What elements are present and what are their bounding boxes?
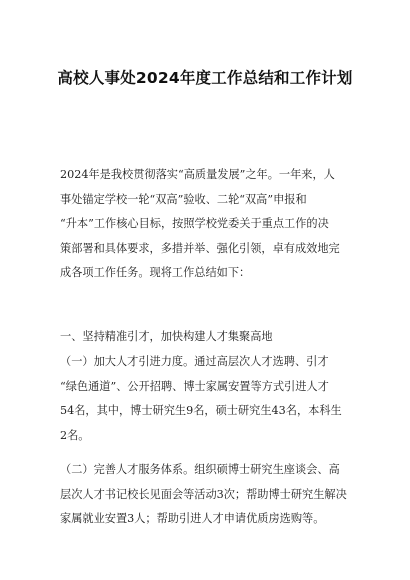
item-2-line: 家属就业安置3人；帮助引进人才申请优质房选购等。 [60, 512, 325, 525]
item-1-line: 54名，其中，博士研究生9名，硕士研究生43名，本科生 [60, 404, 342, 417]
intro-line: 事处锚定学校一轮“双高”验收、二轮“双高”申报和 [60, 192, 307, 206]
intro-line: 成各项工作任务。现将工作总结如下： [60, 266, 251, 279]
item-1-line: （一）加大人才引进力度。通过高层次人才选聘、引才 [60, 355, 329, 368]
intro-line: 2024年是我校贯彻落实“高质量发展”之年。一年来，人 [60, 168, 335, 181]
intro-line: 策部署和具体要求，多措并举、强化引领，卓有成效地完 [60, 241, 340, 255]
item-1-line: 2名。 [60, 428, 90, 442]
document-title: 高校人事处2024年度工作总结和工作计划 [57, 69, 353, 87]
item-1-paragraph [60, 350, 360, 448]
item-2-line: 层次人才书记校长见面会等活动3次；帮助博士研究生解决 [60, 487, 347, 501]
intro-paragraph [60, 163, 360, 286]
intro-line: “升本”工作核心目标，按照学校党委关于重点工作的决 [60, 217, 329, 230]
section-heading: 一、坚持精准引才，加快构建人才集聚高地 [60, 330, 273, 343]
item-2-line: （二）完善人才服务体系。组织硕博士研究生座谈会、高 [60, 463, 340, 476]
item-2-paragraph [60, 458, 360, 532]
item-1-line: “绿色通道”、公开招聘、博士家属安置等方式引进人才 [60, 379, 329, 393]
